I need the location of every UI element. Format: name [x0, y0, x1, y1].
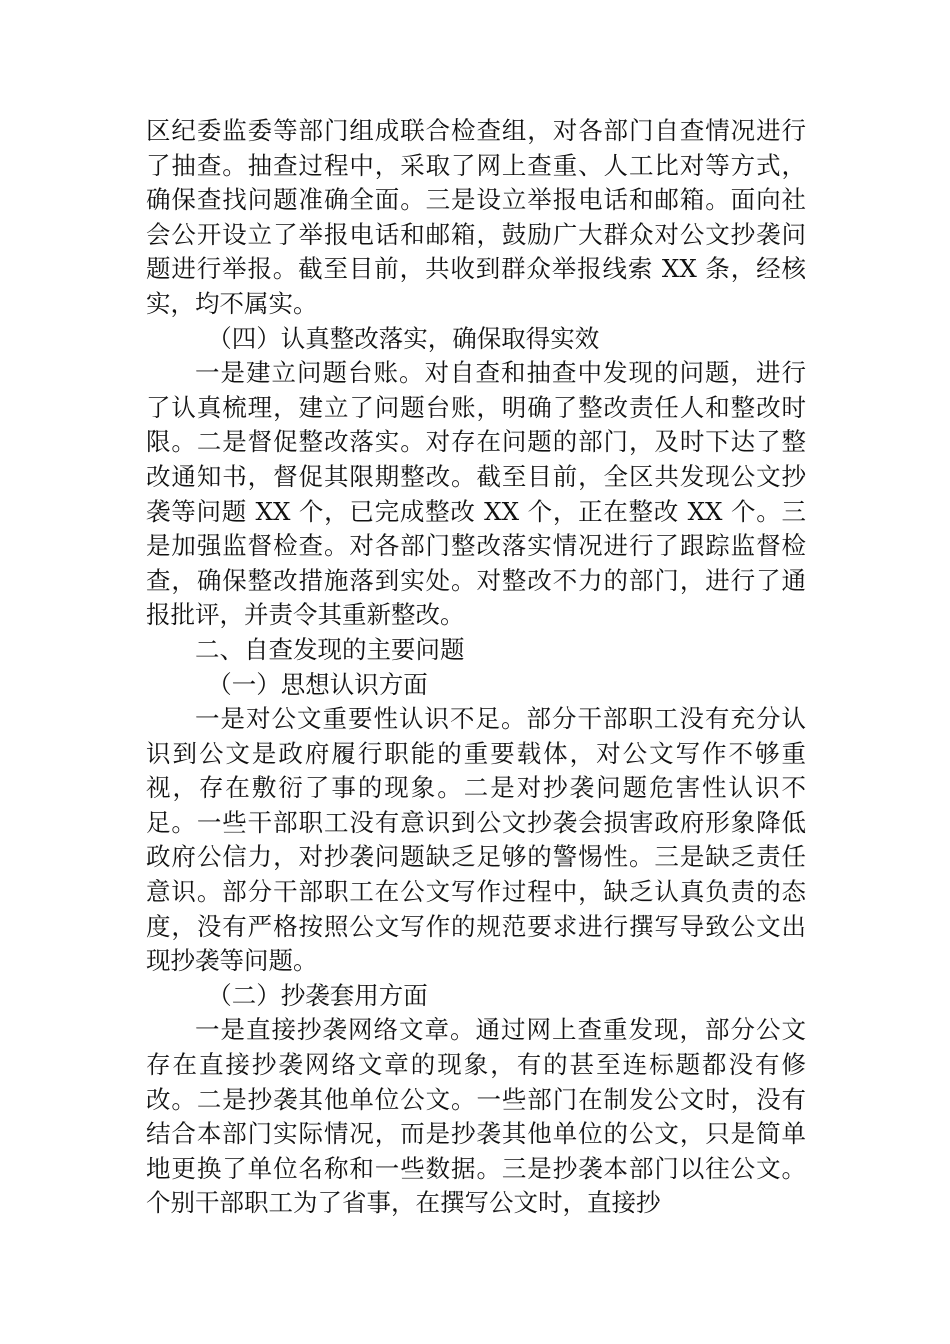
- paragraph-plagiarism-issues: 一是直接抄袭网络文章。通过网上查重发现，部分公文存在直接抄袭网络文章的现象，有的甚至连标题都没有修改。二是抄袭其他单位公文。一些部门在制发公文时，没有结合本部门实际情况，而是抄袭其他单位的公文，只是简单地更换了单位名称和一些数据。三是抄袭本部门以往公文。个别干部职工为了省事，在撰写公文时，直接抄: [146, 1015, 806, 1218]
- document-body: [146, 114, 806, 1221]
- heading-main-problems: 二、自查发现的主要问题: [195, 634, 465, 664]
- subheading-ideological-awareness: （一）思想认识方面: [207, 669, 428, 699]
- paragraph-rectification: 一是建立问题台账。对自查和抽查中发现的问题，进行了认真梳理，建立了问题台账，明确了整改责任人和整改时限。二是督促整改落实。对存在问题的部门，及时下达了整改通知书，督促其限期整改。截至目前，全区共发现公文抄袭等问题 XX 个，已完成整改 XX 个，正在整改 XX 个。三是加强监督检查。对各部门整改落实情况进行了跟踪监督检查，确保整改措施落到实处。对整改不力的部门，进行了通报批评，并责令其重新整改。: [146, 358, 806, 630]
- paragraph-awareness-issues: 一是对公文重要性认识不足。部分干部职工没有充分认识到公文是政府履行职能的重要载体，对公文写作不够重视，存在敷衍了事的现象。二是对抄袭问题危害性认识不足。一些干部职工没有意识到公文抄袭会损害政府形象降低政府公信力，对抄袭问题缺乏足够的警惕性。三是缺乏责任意识。部分干部职工在公文写作过程中，缺乏认真负责的态度，没有严格按照公文写作的规范要求进行撰写导致公文出现抄袭等问题。: [146, 704, 806, 976]
- paragraph-continuation: 区纪委监委等部门组成联合检查组，对各部门自查情况进行了抽查。抽查过程中，采取了网上查重、人工比对等方式，确保查找问题准确全面。三是设立举报电话和邮箱。面向社会公开设立了举报电话和邮箱，鼓励广大群众对公文抄袭问题进行举报。截至目前，共收到群众举报线索 XX 条，经核实，均不属实。: [146, 116, 806, 318]
- subheading-plagiarism: （二）抄袭套用方面: [207, 980, 428, 1010]
- subheading-section-4: （四）认真整改落实，确保取得实效: [207, 323, 600, 353]
